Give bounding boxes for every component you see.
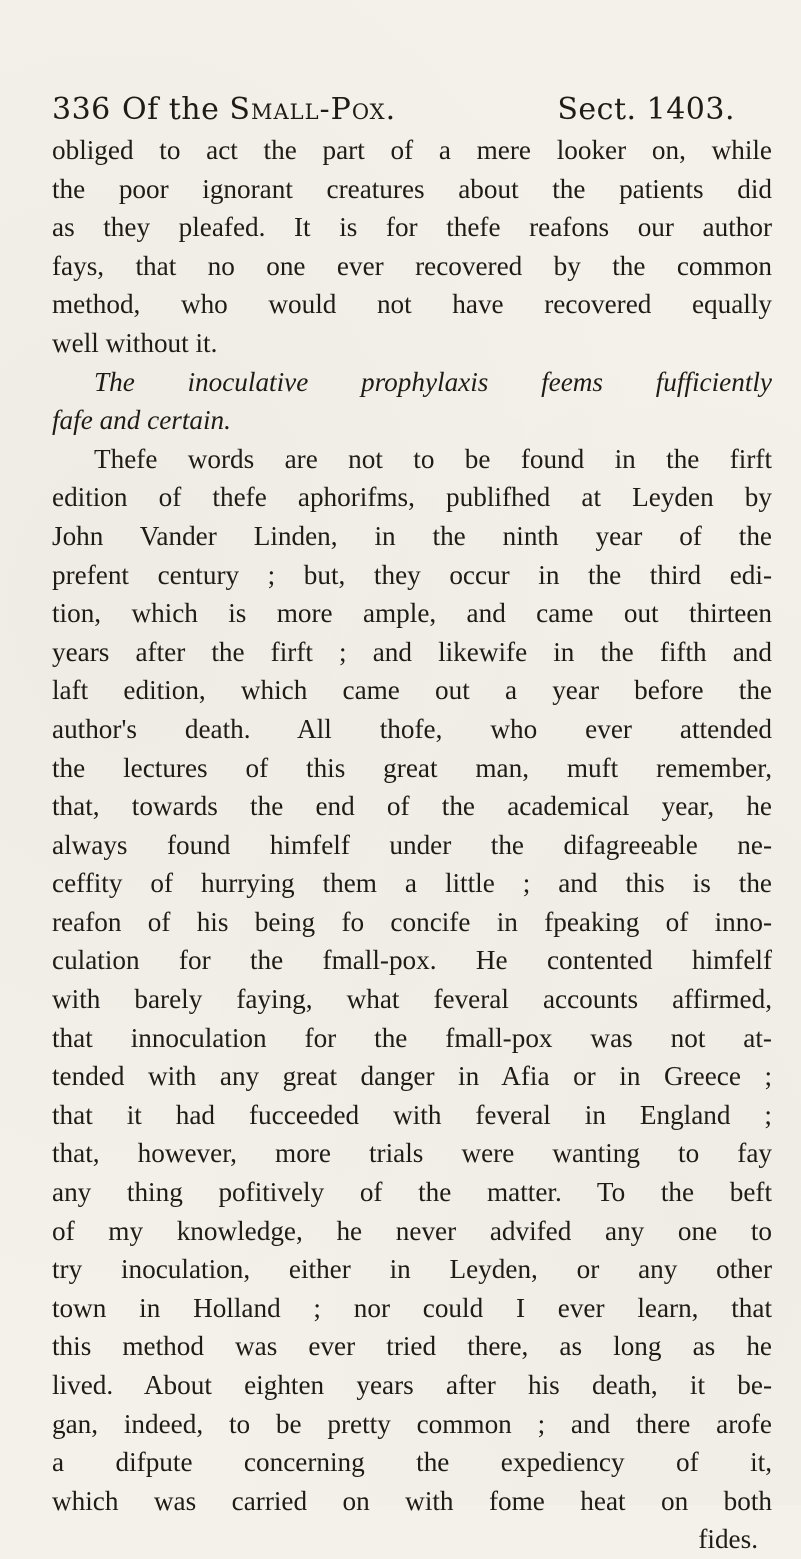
text-line: reafon of his being fo concife in fpeaking of inno- xyxy=(52,906,772,937)
text-line: years after the firft ; and likewife in the fifth and xyxy=(52,636,772,667)
text-line: laft edition, which came out a year before the xyxy=(52,675,772,706)
quoted-aphorism-line: fafe and certain. xyxy=(52,405,231,436)
text-line: edition of thefe aphorifms, publifhed at Leyden by xyxy=(52,482,772,513)
running-head xyxy=(52,92,765,127)
text-line: a difpute concerning the expediency of it, xyxy=(52,1447,772,1478)
running-title-small-caps: Small-Pox. xyxy=(229,92,397,127)
body-text xyxy=(52,131,772,1559)
running-title xyxy=(122,92,396,127)
text-line: tion, which is more ample, and came out thirteen xyxy=(52,598,772,629)
running-title-prefix: Of the xyxy=(122,92,230,127)
text-line: Thefe words are not to be found in the firft xyxy=(94,443,772,474)
text-line: which was carried on with fome heat on both xyxy=(52,1485,772,1516)
text-line: fays, that no one ever recovered by the common xyxy=(52,250,772,281)
text-line: the lectures of this great man, muft remember, xyxy=(52,752,772,783)
text-line: method, who would not have recovered equally xyxy=(52,289,772,320)
text-line: that, towards the end of the academical year, he xyxy=(52,791,772,822)
text-line: obliged to act the part of a mere looker on, while xyxy=(52,135,772,165)
text-line: town in Holland ; nor could I ever learn, that xyxy=(52,1292,772,1323)
text-line: the poor ignorant creatures about the patients did xyxy=(52,173,772,204)
text-line: with barely faying, what feveral accounts affirmed, xyxy=(52,984,772,1015)
text-line: ceffity of hurrying them a little ; and this is the xyxy=(52,868,772,899)
page-number: 336 xyxy=(52,92,111,127)
section-number: Sect. 1403. xyxy=(557,92,735,127)
text-line: try inoculation, either in Leyden, or any other xyxy=(52,1254,772,1285)
text-line: tended with any great danger in Afia or in Greece ; xyxy=(52,1061,772,1092)
text-line: well without it. xyxy=(52,327,218,358)
text-line: author's death. All thofe, who ever attended xyxy=(52,713,772,744)
text-line: this method was ever tried there, as long as he xyxy=(52,1331,772,1362)
text-line: culation for the fmall-pox. He contented himfelf xyxy=(52,945,772,976)
text-line: John Vander Linden, in the ninth year of the xyxy=(52,520,772,551)
text-line: always found himfelf under the difagreeable ne- xyxy=(52,829,772,860)
text-line: that, however, more trials were wanting to fay xyxy=(52,1138,772,1169)
quoted-aphorism-line: The inoculative prophylaxis feems fufficiently xyxy=(94,366,772,397)
text-line: that it had fucceeded with feveral in England ; xyxy=(52,1099,772,1130)
text-line: lived. About eighten years after his death, it be- xyxy=(52,1370,772,1400)
text-line: any thing pofitively of the matter. To the beft xyxy=(52,1177,772,1208)
text-line: of my knowledge, he never advifed any one to xyxy=(52,1215,772,1246)
text-line: as they pleafed. It is for thefe reafons our author xyxy=(52,212,772,243)
text-line: that innoculation for the fmall-pox was not at- xyxy=(52,1022,772,1053)
text-line: gan, indeed, to be pretty common ; and there arofe xyxy=(52,1408,772,1439)
text-line: prefent century ; but, they occur in the third edi- xyxy=(52,559,772,590)
catchword: fides. xyxy=(698,1524,758,1555)
